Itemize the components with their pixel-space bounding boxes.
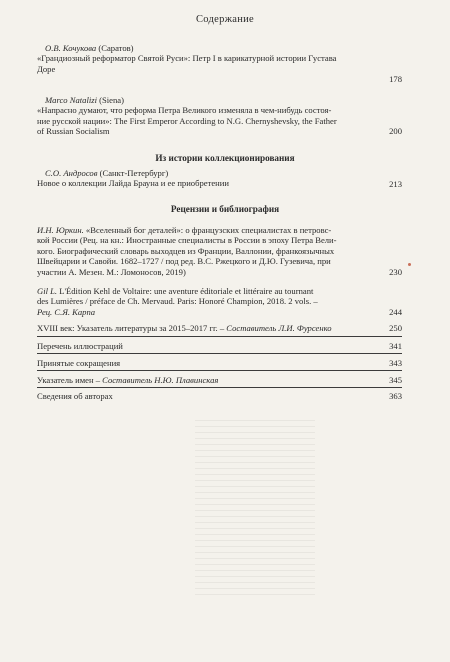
entry-title-line: участии А. Мезен. М.: Ломоносов, 2019) — [37, 266, 186, 277]
page-number: 343 — [389, 358, 402, 368]
author-name: Marco Natalizi — [45, 95, 97, 105]
entry-author-line — [37, 43, 401, 53]
page-number: 200 — [389, 126, 402, 136]
review-author: И.Н. Юркин. — [37, 225, 84, 235]
review-text: L'Édition Kehl de Voltaire: une aventure éditoriale et littéraire au tournant — [57, 286, 314, 296]
compiler: Составитель Л.И. Фурсенко — [226, 323, 332, 333]
entry-title-line — [37, 286, 401, 296]
entry-title-line — [37, 225, 401, 235]
paper-speck — [408, 263, 411, 266]
entry-title-line: Доре — [37, 63, 56, 74]
entry-title: Указатель имен – — [37, 375, 103, 385]
author-city: (Siena) — [96, 95, 124, 105]
toc-entry — [37, 286, 401, 317]
entry-title-line: «Грандиозный реформатор Святой Руси»: Петр I в карикатурной истории Густава — [37, 53, 337, 64]
separator-line — [37, 387, 402, 388]
toc-entry — [37, 225, 401, 277]
separator-line — [37, 370, 402, 371]
page-number: 341 — [389, 341, 402, 351]
toc-entry — [37, 168, 401, 189]
toc-entry — [37, 43, 401, 74]
author-name: О.В. Кочукова — [45, 43, 97, 53]
entry-title-line: Новое о коллекции Лайда Брауна и ее приобретении — [37, 178, 229, 189]
entry-title-line: кой России (Рец. на кн.: Иностранные специалисты в России в эпоху Петра Вели- — [37, 235, 337, 246]
toc-entry — [37, 95, 401, 137]
entry-title-line: кого. Биографический словарь выходцев из Франции, Валлонии, франкоязычных — [37, 245, 335, 256]
entry-author-line — [37, 95, 401, 105]
author-city: (Саратов) — [96, 43, 134, 53]
review-text: «Вселенный бог деталей»: о французских специалистах в петровс- — [83, 225, 332, 235]
page-number: 345 — [389, 375, 402, 385]
author-name: С.О. Андросов — [45, 168, 98, 178]
page-number: 230 — [389, 267, 402, 277]
separator-line — [37, 353, 402, 354]
toc-entry: Сведения об авторах — [37, 391, 113, 401]
entry-title-line: «Напрасно думают, что реформа Петра Великого изменяла в чем-нибудь состоя- — [37, 105, 332, 116]
page-number: 213 — [389, 179, 402, 189]
entry-title-line: des Lumières / préface de Ch. Mervaud. Paris: Honoré Champion, 2018. 2 vols. – — [37, 296, 318, 307]
review-author: Gil L. — [37, 286, 58, 296]
toc-entry: Перечень иллюстраций — [37, 341, 123, 351]
section-title: Рецензии и библиография — [170, 204, 280, 214]
page-number: 363 — [389, 391, 402, 401]
toc-entry: Принятые сокращения — [37, 358, 121, 368]
page-number: 244 — [389, 307, 402, 317]
reviewer: Рец. С.Я. Карпа — [37, 306, 96, 317]
separator-line — [37, 336, 402, 337]
show-through-text — [195, 420, 315, 595]
page-number: 178 — [389, 74, 402, 84]
page-title: Содержание — [195, 14, 255, 25]
entry-title-line: Швейцарии и Савойи. 1682–1727 / под ред. В.С. Ржецкого и Д.Ю. Гузевича, при — [37, 256, 331, 267]
compiler: Составитель Н.Ю. Плавинская — [102, 375, 219, 385]
author-city: (Санкт-Петербург) — [97, 168, 169, 178]
entry-author-line — [37, 168, 401, 178]
entry-title: XVIII век: Указатель литературы за 2015–2017 гг. – — [37, 323, 227, 333]
section-title: Из истории коллекционирования — [155, 153, 295, 163]
page-number: 250 — [389, 323, 402, 333]
entry-title-line: ние русской нации»: The First Emperor According to N.G. Chernyshevsky, the Father — [37, 115, 337, 126]
entry-title-line: of Russian Socialism — [37, 126, 110, 137]
toc-entry — [37, 323, 401, 333]
toc-entry — [37, 375, 401, 385]
